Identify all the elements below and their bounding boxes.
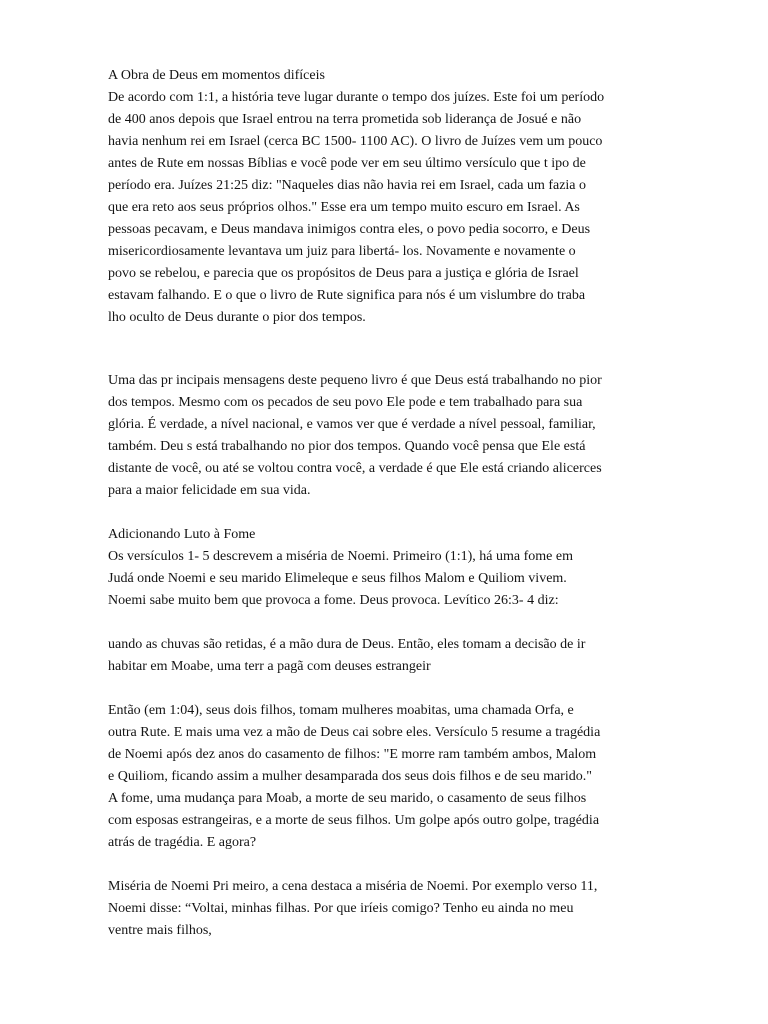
text-line: antes de Rute em nossas Bíblias e você pode ver em seu último versículo que t ipo de [108, 156, 586, 171]
text-line: também. Deu s está trabalhando no pior dos tempos. Quando você pensa que Ele está [108, 439, 586, 454]
text-line: de Noemi após dez anos do casamento de filhos: "E morre ram também ambos, Malom [108, 747, 597, 762]
text-line: Adicionando Luto à Fome [108, 527, 256, 542]
text-line: De acordo com 1:1, a história teve lugar durante o tempo dos juízes. Este foi um período [108, 90, 605, 105]
text-line: glória. É verdade, a nível nacional, e vamos ver que é verdade a nível pessoal, familiar, [108, 417, 596, 432]
text-line: A Obra de Deus em momentos difíceis [108, 68, 325, 83]
text-line: atrás de tragédia. E agora? [108, 835, 257, 850]
text-line: misericordiosamente levantava um juiz para libertá- los. Novamente e novamente o [108, 244, 576, 259]
text-line: Os versículos 1- 5 descrevem a miséria de Noemi. Primeiro (1:1), há uma fome em [108, 549, 573, 564]
text-line: Então (em 1:04), seus dois filhos, tomam mulheres moabitas, uma chamada Orfa, e [108, 703, 574, 718]
text-line: que era reto aos seus próprios olhos." Esse era um tempo muito escuro em Israel. As [108, 200, 580, 215]
text-line: e Quiliom, ficando assim a mulher desamparada dos seus dois filhos e de seu marido." [108, 769, 592, 784]
text-line: Noemi sabe muito bem que provoca a fome. Deus provoca. Levítico 26:3- 4 diz: [108, 593, 559, 608]
text-line: lho oculto de Deus durante o pior dos tempos. [108, 310, 366, 325]
text-line: pessoas pecavam, e Deus mandava inimigos contra eles, o povo pedia socorro, e Deus [108, 222, 591, 237]
text-line: havia nenhum rei em Israel (cerca BC 1500- 1100 AC). O livro de Juízes vem um pouco [108, 134, 603, 149]
intro-section [108, 65, 668, 329]
text-line: para a maior felicidade em sua vida. [108, 483, 311, 498]
blank-line [108, 612, 668, 634]
text-line: Judá onde Noemi e seu marido Elimeleque e seus filhos Malom e Quiliom vivem. [108, 571, 567, 586]
text-line: habitar em Moabe, uma terr a pagã com deuses estrangeir [108, 659, 431, 674]
text-line: outra Rute. E mais uma vez a mão de Deus cai sobre eles. Versículo 5 resume a tragédia [108, 725, 601, 740]
blank-line [108, 854, 668, 876]
text-line: dos tempos. Mesmo com os pecados de seu povo Ele pode e tem trabalhado para sua [108, 395, 583, 410]
text-line: Uma das pr incipais mensagens deste pequeno livro é que Deus está trabalhando no pior [108, 373, 602, 388]
blank-line [108, 678, 668, 700]
text-line: distante de você, ou até se voltou contra você, a verdade é que Ele está criando alicerces [108, 461, 602, 476]
text-line: com esposas estrangeiras, e a morte de seus filhos. Um golpe após outro golpe, tragédia [108, 813, 600, 828]
luto-fome-section [108, 524, 668, 942]
main-message-paragraph [108, 370, 668, 502]
text-line: A fome, uma mudança para Moab, a morte de seu marido, o casamento de seus filhos [108, 791, 587, 806]
text-line: estavam falhando. E o que o livro de Rute significa para nós é um vislumbre do traba [108, 288, 586, 303]
text-line: Miséria de Noemi Pri meiro, a cena destaca a miséria de Noemi. Por exemplo verso 11, [108, 879, 598, 894]
text-line: período era. Juízes 21:25 diz: "Naqueles dias não havia rei em Israel, cada um fazia o [108, 178, 587, 193]
text-line: Noemi disse: “Voltai, minhas filhas. Por que iríeis comigo? Tenho eu ainda no meu [108, 901, 574, 916]
text-line: de 400 anos depois que Israel entrou na terra prometida sob liderança de Josué e não [108, 112, 582, 127]
text-line: povo se rebelou, e parecia que os propósitos de Deus para a justiça e glória de Israel [108, 266, 579, 281]
text-line: ventre mais filhos, [108, 923, 212, 938]
text-line: uando as chuvas são retidas, é a mão dura de Deus. Então, eles tomam a decisão de ir [108, 637, 586, 652]
